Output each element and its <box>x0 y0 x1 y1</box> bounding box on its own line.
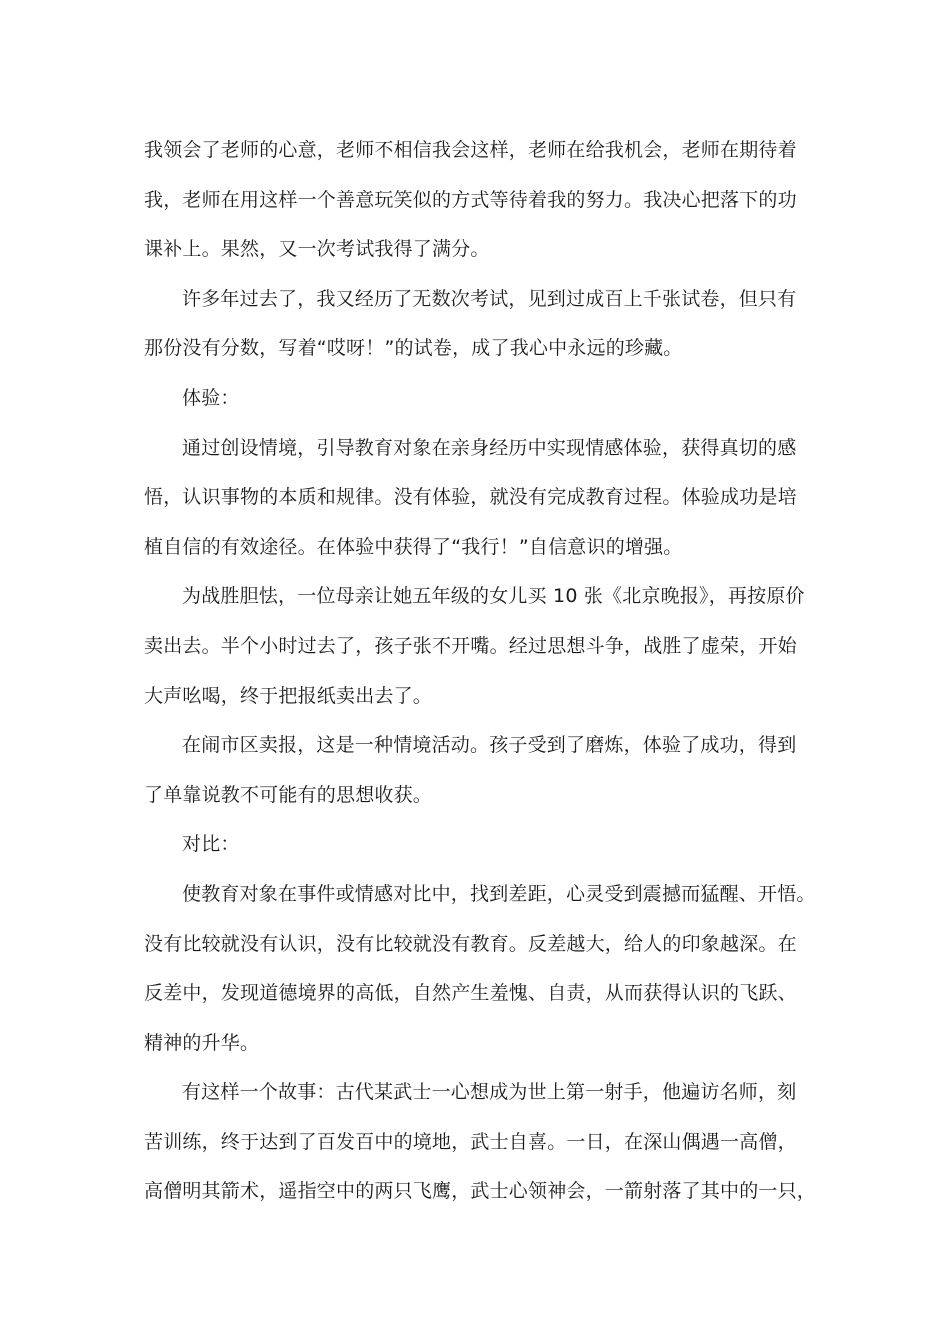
text-line: 那份没有分数，写着“哎呀！”的试卷，成了我心中永远的珍藏。 <box>144 337 683 360</box>
text-line: 了单靠说教不可能有的思想收获。 <box>144 783 433 806</box>
text-line: 我领会了老师的心意，老师不相信我会这样，老师在给我机会，老师在期待着 <box>144 139 797 161</box>
text-line: 大声吆喝，终于把报纸卖出去了。 <box>144 684 433 707</box>
text-line: 精神的升华。 <box>144 1031 260 1054</box>
section-heading-contrast: 对比： <box>182 833 240 856</box>
text-line: 卖出去。半个小时过去了，孩子张不开嘴。经过思想斗争，战胜了虚荣，开始 <box>144 634 797 657</box>
text-line: 有这样一个故事：古代某武士一心想成为世上第一射手，他遍访名师，刻 <box>182 1081 797 1104</box>
text-line: 使教育对象在事件或情感对比中，找到差距，心灵受到震撼而猛醒、开悟。 <box>182 882 816 905</box>
text-line: 通过创设情境，引导教育对象在亲身经历中实现情感体验，获得真切的感 <box>182 436 797 459</box>
text-line: 高僧明其箭术，遥指空中的两只飞鹰，武士心领神会，一箭射落了其中的一只， <box>144 1180 817 1203</box>
text-line: 没有比较就没有认识，没有比较就没有教育。反差越大，给人的印象越深。在 <box>144 932 797 955</box>
text-line: 苦训练，终于达到了百发百中的境地，武士自喜。一日，在深山偶遇一高僧， <box>144 1130 797 1153</box>
text-line: 许多年过去了，我又经历了无数次考试，见到过成百上千张试卷，但只有 <box>182 287 797 310</box>
text-line: 在闹市区卖报，这是一种情境活动。孩子受到了磨炼，体验了成功，得到 <box>182 734 797 757</box>
text-line: 悟，认识事物的本质和规律。没有体验，就没有完成教育过程。体验成功是培 <box>144 486 797 509</box>
text-line: 反差中，发现道德境界的高低，自然产生羞愧、自责，从而获得认识的飞跃、 <box>144 982 797 1005</box>
body-text <box>144 126 817 1217</box>
section-heading-experience: 体验： <box>182 386 240 409</box>
text-line: 我，老师在用这样一个善意玩笑似的方式等待着我的努力。我决心把落下的功 <box>144 188 797 211</box>
text-line: 为战胜胆怯，一位母亲让她五年级的女儿买 10 张《北京晚报》，再按原价 <box>182 585 805 608</box>
text-line: 植自信的有效途径。在体验中获得了“我行！”自信意识的增强。 <box>144 535 683 558</box>
text-line: 课补上。果然，又一次考试我得了满分。 <box>144 238 490 261</box>
